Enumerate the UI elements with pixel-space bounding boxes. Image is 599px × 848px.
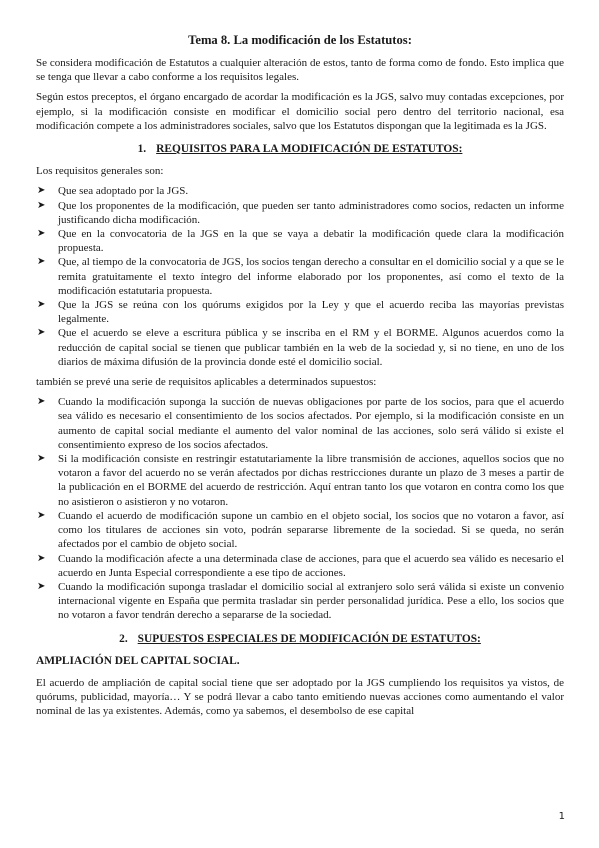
arrow-bullet-icon: ➤	[37, 185, 46, 197]
page-title: Tema 8. La modificación de los Estatutos:	[188, 33, 412, 47]
requirements-list	[36, 184, 564, 369]
arrow-bullet-icon: ➤	[37, 509, 46, 521]
section-number: 1.	[137, 143, 147, 156]
intro-paragraph: Según estos preceptos, el órgano encargado de acordar la modificación es la JGS, salvo muy contadas excepciones, por ejemplo, si la modificación consiste en modificar el domicilio social pero dentro del territorio nacional, esa modificación compete a los administradores sociales, salvo que los Estatutos dispongan que la legitimada es la JGS.	[36, 91, 564, 132]
document-body	[36, 32, 564, 725]
list-item: ➤ Que la JGS se reúna con los quórums exigidos por la Ley y que el acuerdo reciba las mayorías previstas legalmente.	[37, 299, 564, 326]
intro-paragraph: Se considera modificación de Estatutos a cualquier alteración de estos, tanto de forma como de fondo. Esto implica que se tenga que llevar a cabo conforme a los requisitos legales.	[36, 57, 564, 84]
list-item: ➤ Que, al tiempo de la convocatoria de JGS, los socios tengan derecho a consultar en el domicilio social y a que se le remita gratuitamente el texto íntegro del informe elaborado por los proponentes, así como el texto de la modificación estatutaria propuesta.	[37, 256, 564, 297]
section-title: REQUISITOS PARA LA MODIFICACIÓN DE ESTATUTOS:	[156, 143, 463, 156]
arrow-bullet-icon: ➤	[37, 396, 46, 408]
arrow-bullet-icon: ➤	[37, 228, 46, 240]
arrow-bullet-icon: ➤	[37, 299, 46, 311]
arrow-bullet-icon: ➤	[37, 580, 46, 592]
list-item: ➤ Que los proponentes de la modificación, que pueden ser tanto administradores como socios, redacten un informe justificando dicha modificación.	[37, 199, 564, 226]
list-item: ➤ Que el acuerdo se eleve a escritura pública y se inscriba en el RM y el BORME. Algunos acuerdos como la reducción de capital social se tienen que publicar también en la web de la sociedad y, si no tiene, en uno de los diarios de máxima difusión de la provincia donde esté el domicilio social.	[37, 327, 564, 368]
section-heading	[36, 632, 564, 646]
section-number: 2.	[119, 632, 128, 645]
list-item: ➤ Cuando el acuerdo de modificación supone un cambio en el objeto social, los socios que no votaron a favor, así como los titulares de acciones sin voto, podrán separarse libremente de la sociedad. Si se queda, no serán afectados por el cambio de objeto social.	[37, 509, 564, 551]
arrow-bullet-icon: ➤	[37, 327, 46, 339]
list-item: ➤ Si la modificación consiste en restringir estatutariamente la libre transmisión de acciones, aquellos socios que no votaron a favor del acuerdo no se verán afectados por dichas restricciones durante un plazo de 3 meses a partir de la publicación en el BORME del acuerdo de restricción. Aquí entran tanto los que votaron en contra como los que no asistieron o asistieron y no votaron.	[37, 453, 564, 508]
section-heading	[36, 142, 564, 156]
body-paragraph: El acuerdo de ampliación de capital social tiene que ser adoptado por la JGS cumpliendo los requisitos ya vistos, de quórums, publicidad, mayoría… Y se podrá llevar a cabo tanto emitiendo nuevas acciones como aumentando el valor nominal de las ya existentes. Además, como ya sabemos, el desembolso de ese capital	[36, 676, 564, 718]
arrow-bullet-icon: ➤	[37, 453, 46, 465]
special-requirements-list	[36, 395, 564, 622]
list-item: ➤ Cuando la modificación suponga trasladar el domicilio social al extranjero solo será válida si existe un convenio internacional vigente en España que permita trasladar sin perder personalidad jurídica. Pese a ello, los socios que no votaron a favor tendrán derecho a separarse de la sociedad.	[37, 580, 564, 622]
subsection-heading: AMPLIACIÓN DEL CAPITAL SOCIAL.	[36, 654, 240, 667]
list-item: ➤ Cuando la modificación suponga la succión de nuevas obligaciones por parte de los socios, para que el acuerdo sea válido es necesario el consentimiento de los socios afectados. Por ejemplo, si la modificación consiste en un aumento de capital social mediante el aumento del valor nominal de las acciones, solo será válido si existe el consentimiento expreso de los socios afectados.	[37, 396, 564, 451]
list-lead: Los requisitos generales son:	[36, 165, 164, 178]
arrow-bullet-icon: ➤	[37, 199, 46, 211]
list-item: ➤ Que sea adoptado por la JGS.	[37, 185, 189, 198]
section-title: SUPUESTOS ESPECIALES DE MODIFICACIÓN DE ESTATUTOS:	[137, 632, 481, 645]
arrow-bullet-icon: ➤	[37, 552, 46, 564]
list-item: ➤ Cuando la modificación afecte a una determinada clase de acciones, para que el acuerdo sea válido es necesario el acuerdo en Junta Especial correspondiente a ese tipo de acciones.	[37, 552, 564, 579]
page-number: 1	[558, 810, 565, 822]
arrow-bullet-icon: ➤	[37, 256, 46, 268]
list-item: ➤ Que en la convocatoria de la JGS en la que se vaya a debatir la modificación quede clara la modificación propuesta.	[37, 228, 564, 255]
list-lead: también se prevé una serie de requisitos aplicables a determinados supuestos:	[36, 376, 377, 389]
